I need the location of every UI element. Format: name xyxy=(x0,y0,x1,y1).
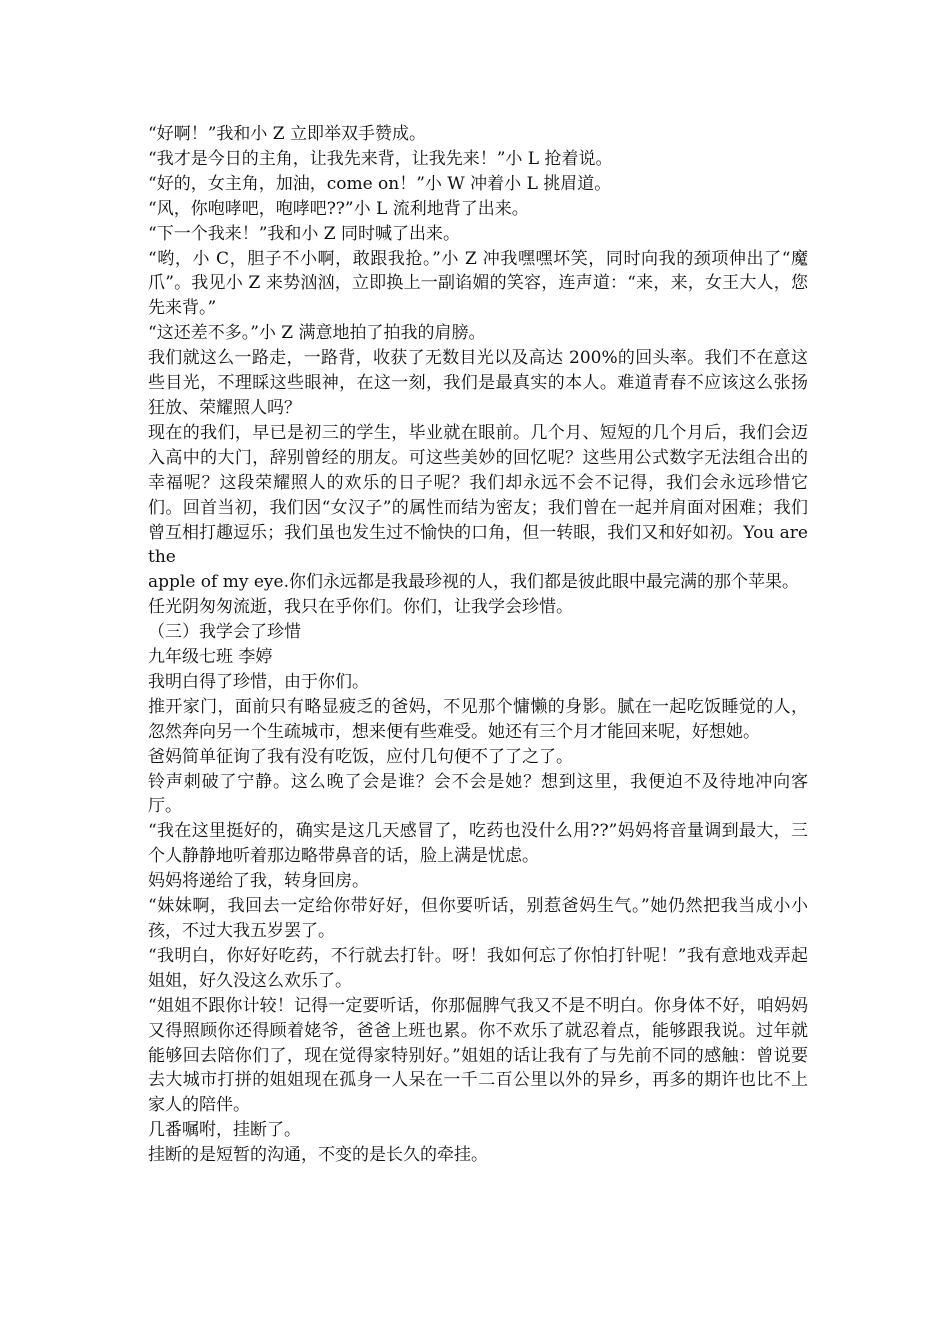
section-heading: （三）我学会了珍惜 xyxy=(148,622,301,643)
paragraph: 推开家门，面前只有略显疲乏的爸妈，不见那个慵懒的身影。腻在一起吃饭睡觉的人，忽然奔向另一个生疏城市，想来便有些难受。她还有三个月才能回来呢，好想她。 xyxy=(148,696,808,742)
paragraph: “好啊！”我和小 Z 立即举双手赞成。 xyxy=(148,124,427,144)
paragraph: “下一个我来！”我和小 Z 同时喊了出来。 xyxy=(148,223,461,244)
paragraph: “这还差不多。”小 Z 满意地拍了拍我的肩膀。 xyxy=(148,323,486,344)
paragraph: “我才是今日的主角，让我先来背，让我先来！”小 L 抢着说。 xyxy=(148,148,613,169)
paragraph: “我在这里挺好的，确实是这几天感冒了，吃药也没什么用??”妈妈将音量调到最大，三个人静静地听着那边略带鼻音的话，脸上满是忧虑。 xyxy=(148,821,808,867)
paragraph: 妈妈将递给了我，转身回房。 xyxy=(148,871,369,892)
paragraph: 爸妈简单征询了我有没有吃饭，应付几句便不了了之了。 xyxy=(148,746,573,767)
paragraph: 我们就这么一路走，一路背，收获了无数目光以及高达 200%的回头率。我们不在意这些目光，不理睬这些眼神，在这一刻，我们是最真实的本人。难道青春不应该这么张扬狂放、荣耀照人吗？ xyxy=(148,348,808,418)
paragraph: 现在的我们，早已是初三的学生，毕业就在眼前。几个月、短短的几个月后，我们会迈入高中的大门，辞别曾经的朋友。可这些美妙的回忆呢？这些用公式数字无法组合出的幸福呢？这段荣耀照人的欢乐的日子呢？我们却永远不会不记得，我们会永远珍惜它们。回首当初，我们因“女汉子”的属性而结为密友；我们曾在一起并肩面对困难；我们曾互相打趣逗乐；我们虽也发生过不愉快的口角，但一转眼，我们又和好如初。You are the xyxy=(148,422,808,568)
paragraph: “姐姐不跟你计较！记得一定要听话，你那倔脾气我又不是不明白。你身体不好，咱妈妈又得照顾你还得顾着姥爷，爸爸上班也累。你不欢乐了就忍着点，能够跟我说。过年就能够回去陪你们了，现在觉得家特别好。”姐姐的话让我有了与先前不同的感触：曾说要去大城市打拼的姐姐现在孤身一人呆在一千二百公里以外的异乡，再多的期许也比不上家人的陪伴。 xyxy=(148,995,808,1116)
paragraph: “我明白，你好好吃药，不行就去打针。呀！我如何忘了你怕打针呢！”我有意地戏弄起姐姐，好久没这么欢乐了。 xyxy=(148,945,808,991)
paragraph: “风，你咆哮吧，咆哮吧??”小 L 流利地背了出来。 xyxy=(148,198,529,219)
paragraph: “哟，小 C，胆子不小啊，敢跟我抢。”小 Z 冲我嘿嘿坏笑，同时向我的颈项伸出了“魔爪”。我见小 Z 来势汹汹，立即换上一副谄媚的笑容，连声道：“来，来，女王大人，您先来背。” xyxy=(148,248,808,319)
paragraph: 我明白得了珍惜，由于你们。 xyxy=(148,671,369,692)
paragraph: 任光阴匆匆流逝，我只在乎你们。你们，让我学会珍惜。 xyxy=(148,597,573,618)
paragraph: 几番嘱咐，挂断了。 xyxy=(148,1120,301,1141)
paragraph: apple of my eye.你们永远都是我最珍视的人，我们都是彼此眼中最完满的那个苹果。 xyxy=(148,572,799,593)
author-line: 九年级七班 李婷 xyxy=(148,647,273,668)
paragraph: 铃声刺破了宁静。这么晚了会是谁？会不会是她？想到这里，我便迫不及待地冲向客厅。 xyxy=(148,771,808,817)
paragraph: “妹妹啊，我回去一定给你带好好，但你要听话，别惹爸妈生气。”她仍然把我当成小小孩，不过大我五岁罢了。 xyxy=(148,896,808,941)
document-page xyxy=(148,122,808,1168)
paragraph: “好的，女主角，加油，come on！”小 W 冲着小 L 挑眉道。 xyxy=(148,173,612,194)
paragraph: 挂断的是短暂的沟通，不变的是长久的牵挂。 xyxy=(148,1145,488,1166)
